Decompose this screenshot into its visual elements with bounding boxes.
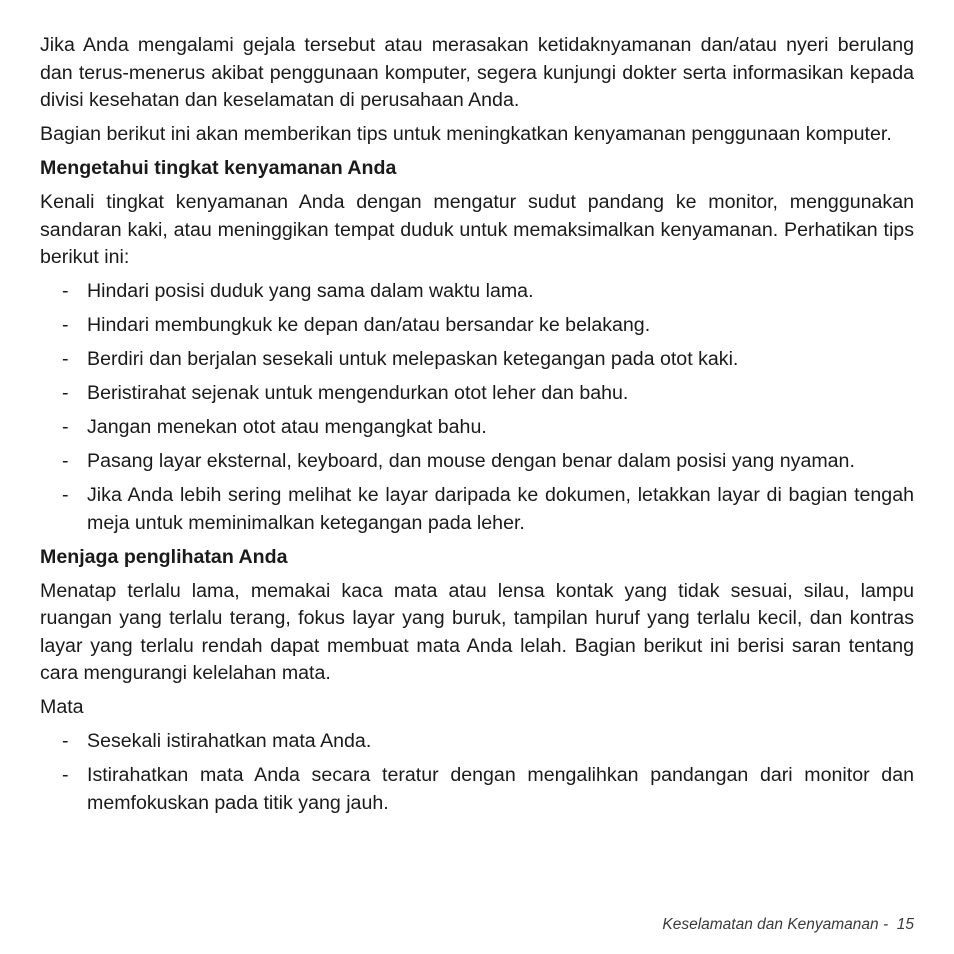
list-item [40,482,914,537]
list-item-text: Berdiri dan berjalan sesekali untuk melepaskan ketegangan pada otot kaki. [87,348,739,370]
list-item-text: Pasang layar eksternal, keyboard, dan mouse dengan benar dalam posisi yang nyaman. [87,450,855,472]
section-heading-eyesight: Menjaga penglihatan Anda [40,545,288,568]
list-item [40,448,914,476]
dash-bullet: - [62,348,69,370]
comfort-paragraph: Kenali tingkat kenyamanan Anda dengan mengatur sudut pandang ke monitor, menggunakan sandaran kaki, atau meninggikan tempat duduk untuk memaksimalkan kenyamanan. Perhatikan tips berikut ini: [40,191,914,268]
intro-paragraph-2: Bagian berikut ini akan memberikan tips untuk meningkatkan kenyamanan penggunaan komputer. [40,123,892,145]
list-item-text: Jangan menekan otot atau mengangkat bahu. [87,416,487,438]
dash-bullet: - [62,764,69,786]
list-item [40,414,914,442]
list-item [40,728,914,756]
list-item-text: Istirahatkan mata Anda secara teratur dengan mengalihkan pandangan dari monitor dan memfokuskan pada titik yang jauh. [87,764,914,814]
dash-bullet: - [62,730,69,752]
eye-tips-list [40,728,914,817]
section-heading-comfort: Mengetahui tingkat kenyamanan Anda [40,157,397,179]
page-footer: Keselamatan dan Kenyamanan - 15 [662,916,914,933]
document-page [40,32,914,817]
intro-paragraph-1: Jika Anda mengalami gejala tersebut atau merasakan ketidaknyamanan dan/atau nyeri berulang dan terus-menerus akibat penggunaan komputer, segera kunjungi dokter serta informasikan kepada divisi kesehatan dan keselamatan di perusahaan Anda. [40,34,914,111]
dash-bullet: - [62,280,69,302]
dash-bullet: - [62,416,69,438]
list-item [40,762,914,817]
comfort-tips-list [40,278,914,537]
list-item-text: Hindari membungkuk ke depan dan/atau bersandar ke belakang. [87,314,651,336]
list-item [40,312,914,340]
list-item [40,346,914,374]
eyesight-paragraph: Menatap terlalu lama, memakai kaca mata atau lensa kontak yang tidak sesuai, silau, lampu ruangan yang terlalu terang, fokus layar yang buruk, tampilan huruf yang terlalu kecil, dan kontras layar yang terlalu rendah dapat membuat mata Anda lelah. Bagian berikut ini berisi saran tentang cara mengurangi kelelahan mata. [40,579,914,684]
eyes-subheading: Mata [40,696,84,718]
dash-bullet: - [62,484,69,506]
list-item [40,278,914,306]
dash-bullet: - [62,382,69,404]
list-item-text: Beristirahat sejenak untuk mengendurkan otot leher dan bahu. [87,382,629,404]
dash-bullet: - [62,450,69,472]
list-item [40,380,914,408]
list-item-text: Hindari posisi duduk yang sama dalam waktu lama. [87,280,534,302]
dash-bullet: - [62,314,69,336]
list-item-text: Jika Anda lebih sering melihat ke layar daripada ke dokumen, letakkan layar di bagian tengah meja untuk meminimalkan ketegangan pada leher. [87,484,914,534]
list-item-text: Sesekali istirahatkan mata Anda. [87,730,372,752]
